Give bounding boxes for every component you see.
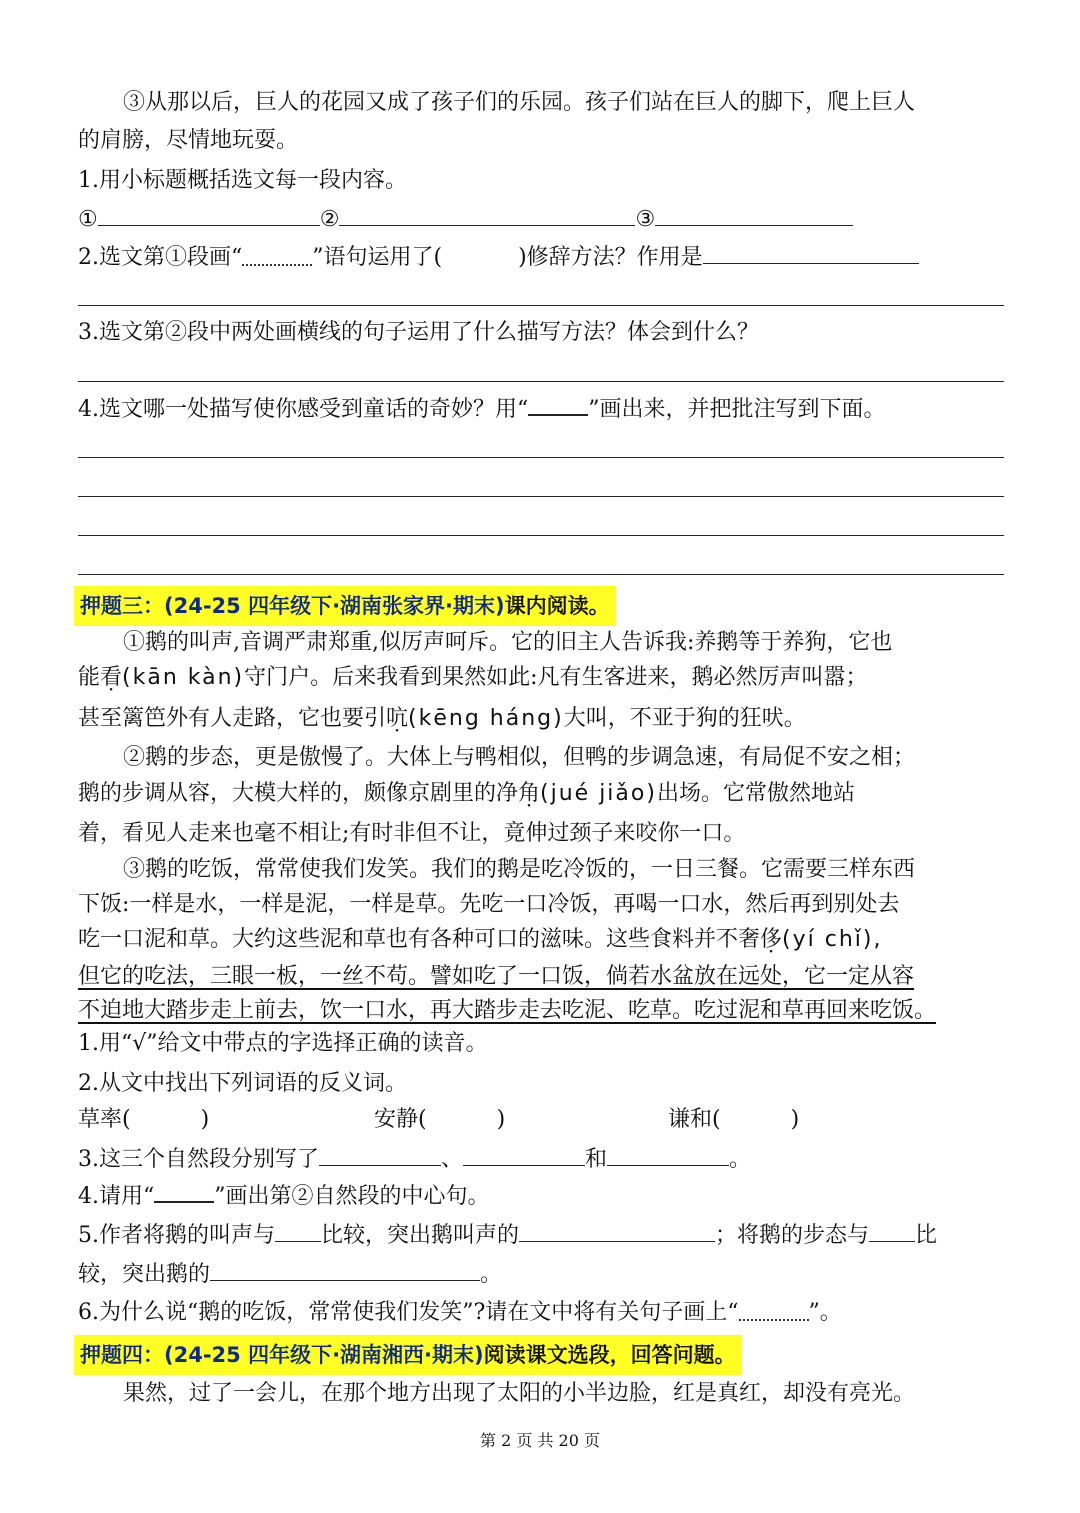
answer-blank[interactable] <box>275 1219 321 1242</box>
pinyin-choice[interactable]: (yí chǐ), <box>782 927 883 952</box>
section-3-heading <box>74 586 616 626</box>
text: 吃一口泥和草。大约这些泥和草也有各种可口的滋味。这些食料并不奢 <box>78 927 761 952</box>
text: 5.作者将鹅的叫声与 <box>78 1223 275 1248</box>
underline-mark <box>154 1183 214 1203</box>
text: ”画出第②自然段的中心句。 <box>214 1184 490 1209</box>
question-2-text-b: ”语句运用了( <box>312 245 443 270</box>
answer-line[interactable] <box>78 496 1004 497</box>
question-5 <box>78 1219 1004 1253</box>
marker-1: ① <box>78 207 98 232</box>
text: 较，突出鹅的 <box>78 1262 211 1287</box>
text: ”。 <box>808 1300 842 1325</box>
paren-close: ) <box>200 1107 210 1132</box>
question-2-text-a: 2.选文第①段画“ <box>78 245 243 270</box>
pinyin-choice[interactable]: (kān kàn) <box>122 665 245 690</box>
word-anjing: 安静( <box>374 1107 427 1132</box>
passage-paragraph-3-line-2: 下饭:一样是水，一样是泥，一样是草。先吃一口冷饭，再喝一口水，然后再到别处去 <box>78 892 900 917</box>
text: 大叫，不亚于狗的狂吠。 <box>563 706 806 731</box>
question-1: 1.用小标题概括选文每一段内容。 <box>78 168 407 193</box>
passage-paragraph-1: 果然，过了一会儿，在那个地方出现了太阳的小半边脸，红是真红，却没有亮光。 <box>123 1381 916 1406</box>
question-5-cont <box>78 1258 1004 1292</box>
text: 3.这三个自然段分别写了 <box>78 1147 319 1172</box>
passage-paragraph-1: ①鹅的叫声,音调严肃郑重,似厉声呵斥。它的旧主人告诉我:养鹅等于养狗，它也 <box>123 630 893 655</box>
wavy-line-mark <box>739 1305 809 1321</box>
passage-paragraph-1-line-3 <box>78 702 1004 736</box>
dotted-character: 侈 <box>760 927 783 952</box>
word-caolv: 草率( <box>78 1107 131 1132</box>
question-4-text-b: ”画出来，并把批注写到下面。 <box>588 397 886 422</box>
question-1-answer-line <box>78 203 1004 237</box>
marker-2: ② <box>319 207 340 232</box>
text: 甚至篱笆外有人走路，它也要引 <box>78 706 387 731</box>
passage-paragraph-2: ②鹅的步态，更是傲慢了。大体上与鸭相似，但鸭的步调急速，有局促不安之相； <box>123 745 916 770</box>
answer-blank[interactable] <box>607 1143 729 1166</box>
dotted-character: 吭 <box>386 706 409 731</box>
text: 、 <box>441 1147 464 1172</box>
answer-blank[interactable] <box>463 1143 585 1166</box>
section-3-tag: 押题三：(24-25 四年级下·湖南张家界·期末) <box>80 594 505 618</box>
paren-close: ) <box>496 1107 506 1132</box>
answer-line[interactable] <box>78 305 1004 306</box>
passage-paragraph-1-line-2 <box>78 661 1004 695</box>
question-2 <box>78 241 1004 275</box>
text: 比较，突出鹅叫声的 <box>321 1223 520 1248</box>
pinyin-choice[interactable]: (kēng háng) <box>408 706 564 731</box>
question-4-text-a: 4.选文哪一处描写使你感受到童话的奇妙？用“ <box>78 397 529 422</box>
passage-paragraph-2-line-3: 着，看见人走来也毫不相让;有时非但不让，竟伸过颈子来咬你一口。 <box>78 821 746 846</box>
question-2: 2.从文中找出下列词语的反义词。 <box>78 1071 407 1096</box>
pinyin-choice[interactable]: (jué jiǎo) <box>540 781 657 806</box>
text: 。 <box>480 1262 503 1287</box>
text: 比 <box>915 1223 938 1248</box>
section-4-tag: 押题四：(24-25 四年级下·湖南湘西·期末) <box>80 1343 484 1367</box>
answer-blank-1[interactable] <box>98 203 320 226</box>
answer-line[interactable] <box>78 381 1004 382</box>
question-4 <box>78 393 1004 427</box>
question-6 <box>78 1296 1004 1330</box>
passage-paragraph-2-line-2 <box>78 777 1004 811</box>
text: 。 <box>729 1147 752 1172</box>
passage-paragraph-3: ③从那以后，巨人的花园又成了孩子们的乐园。孩子们站在巨人的脚下，爬上巨人 <box>123 90 916 115</box>
answer-blank[interactable] <box>210 1258 480 1281</box>
text: 6.为什么说“鹅的吃饭，常常使我们发笑”?请在文中将有关句子画上“ <box>78 1300 739 1325</box>
answer-line[interactable] <box>78 574 1004 575</box>
answer-blank-q2[interactable] <box>703 241 919 264</box>
underlined-sentence: 但它的吃法，三眼一板，一丝不苟。譬如吃了一口饭，倘若水盆放在远处，它一定从容 <box>78 964 915 989</box>
text: 和 <box>585 1147 608 1172</box>
answer-blank[interactable] <box>869 1219 915 1242</box>
paren-close: ) <box>790 1107 800 1132</box>
dotted-character: 角 <box>518 781 541 806</box>
answer-blank-2[interactable] <box>339 203 635 226</box>
section-4-title: 阅读课文选段，回答问题。 <box>483 1343 736 1367</box>
text: 能 <box>78 665 101 690</box>
answer-line[interactable] <box>78 457 1004 458</box>
answer-line[interactable] <box>78 535 1004 536</box>
dotted-character: 看 <box>100 665 123 690</box>
answer-blank[interactable] <box>519 1219 715 1242</box>
passage-paragraph-3-line-3 <box>78 923 1004 957</box>
text: 鹅的步调从容，大模大样的，颇像京剧里的净 <box>78 781 519 806</box>
passage-paragraph-3: ③鹅的吃饭，常常使我们发笑。我们的鹅是吃冷饭的，一日三餐。它需要三样东西 <box>123 857 916 882</box>
text: 出场。它常傲然地站 <box>656 781 855 806</box>
page-number: 第 2 页 共 20 页 <box>480 1431 600 1450</box>
answer-blank[interactable] <box>319 1143 441 1166</box>
question-3 <box>78 1143 1004 1177</box>
question-1: 1.用“√”给文中带点的字选择正确的读音。 <box>78 1031 488 1056</box>
question-2-text-c: )修辞方法？作用是 <box>518 245 703 270</box>
answer-blank-3[interactable] <box>655 203 853 226</box>
word-qianhe: 谦和( <box>668 1107 721 1132</box>
question-3: 3.选文第②段中两处画横线的句子运用了什么描写方法？体会到什么？ <box>78 320 759 345</box>
wavy-line-mark <box>242 250 312 266</box>
underline-mark <box>528 396 588 416</box>
passage-paragraph-3-cont: 的肩膀，尽情地玩耍。 <box>78 128 299 153</box>
text: ；将鹅的步态与 <box>715 1223 870 1248</box>
text: 4.请用“ <box>78 1184 155 1209</box>
text: 守门户。后来我看到果然如此:凡有生客进来，鹅必然厉声叫嚣； <box>244 665 868 690</box>
section-4-heading <box>74 1335 742 1375</box>
section-3-title: 课内阅读。 <box>504 594 610 618</box>
marker-3: ③ <box>635 207 656 232</box>
underlined-sentence-cont: 不迫地大踏步走上前去，饮一口水，再大踏步走去吃泥、吃草。吃过泥和草再回来吃饭。 <box>78 998 937 1023</box>
question-4 <box>78 1180 1004 1214</box>
